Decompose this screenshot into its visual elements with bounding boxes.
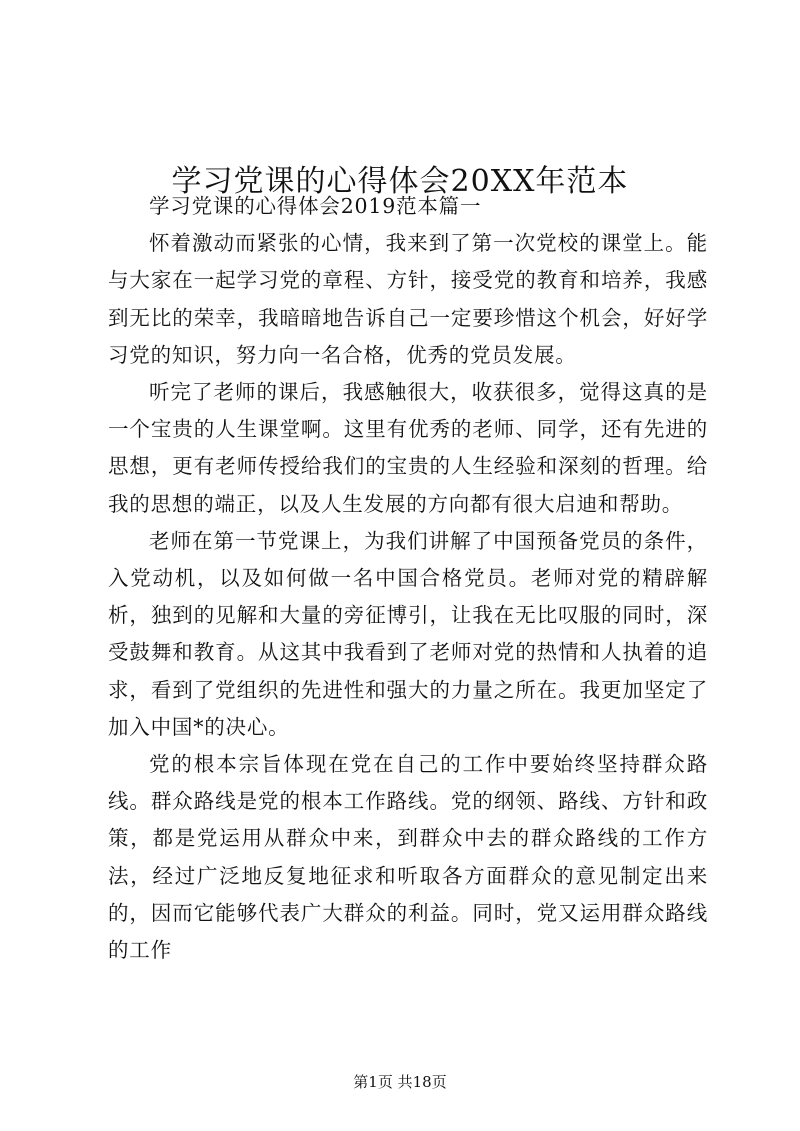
- page-footer: [0, 1072, 800, 1092]
- section-subtitle: 学习党课的心得体会2019范本篇一: [149, 194, 482, 218]
- paragraph-1: 怀着激动而紧张的心情，我来到了第一次党校的课堂上。能与大家在一起学习党的章程、方针，接受党的教育和培养，我感到无比的荣幸，我暗暗地告诉自己一定要珍惜这个机会，好好学习党的知识，努力向一名合格，优秀的党员发展。: [108, 231, 708, 367]
- paragraph-2: 听完了老师的课后，我感触很大，收获很多，觉得这真的是一个宝贵的人生课堂啊。这里有优秀的老师、同学，还有先进的思想，更有老师传授给我们的宝贵的人生经验和深刻的哲理。给我的思想的端正，以及人生发展的方向都有很大启迪和帮助。: [108, 380, 708, 516]
- paragraph-4: 党的根本宗旨体现在党在自己的工作中要始终坚持群众路线。群众路线是党的根本工作路线。党的纲领、路线、方针和政策，都是党运用从群众中来，到群众中去的群众路线的工作方法，经过广泛地反复地征求和听取各方面群众的意见制定出来的，因而它能够代表广大群众的利益。同时，党又运用群众路线的工作: [108, 752, 708, 963]
- document-title: 学习党课的心得体会20XX年范本: [171, 164, 629, 200]
- page-number: 第1页 共18页: [353, 1073, 447, 1091]
- document-body: [108, 188, 708, 969]
- paragraph-3: 老师在第一节党课上，为我们讲解了中国预备党员的条件，入党动机，以及如何做一名中国合格党员。老师对党的精辟解析，独到的见解和大量的旁征博引，让我在无比叹服的同时，深受鼓舞和教育。从这其中我看到了老师对党的热情和人执着的追求，看到了党组织的先进性和强大的力量之所在。我更加坚定了加入中国*的决心。: [108, 528, 708, 739]
